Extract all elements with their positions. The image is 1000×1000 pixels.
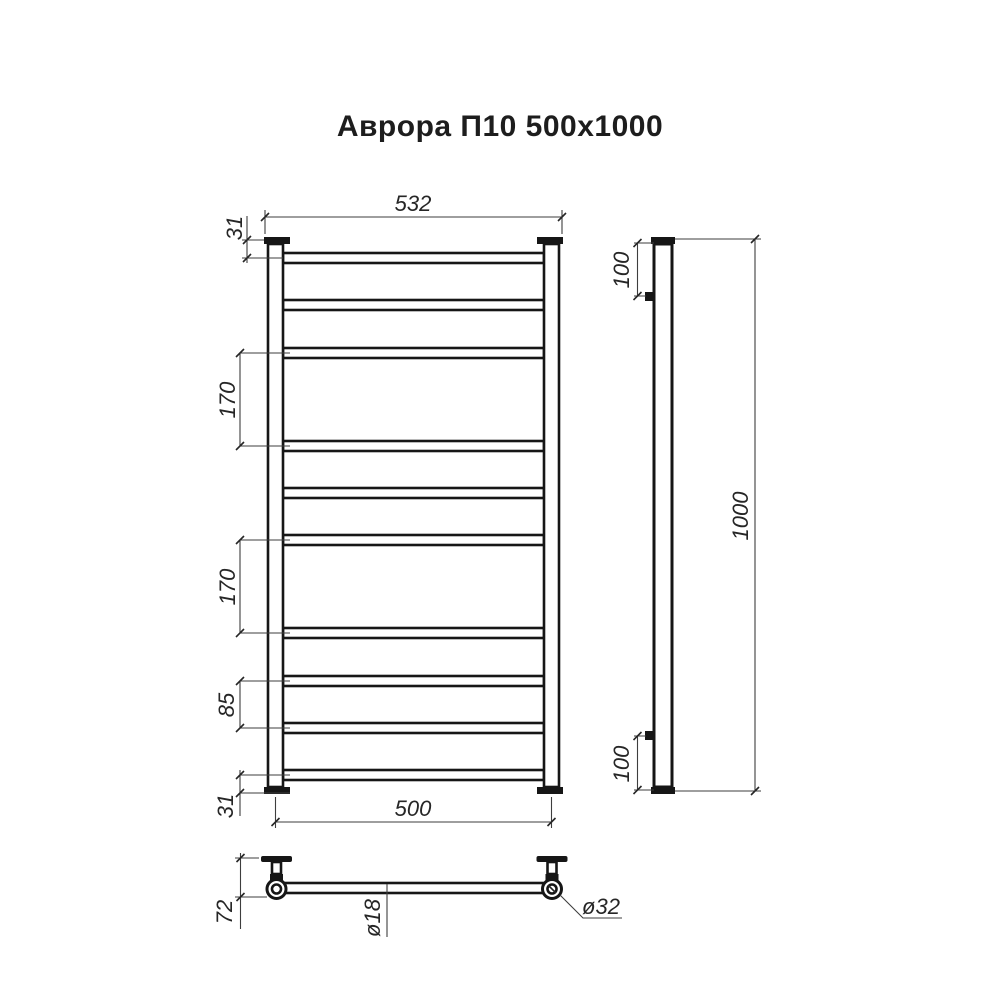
right-post: [544, 244, 559, 787]
rung: [283, 441, 544, 451]
rung-tube: [277, 883, 552, 893]
post-cap: [264, 237, 290, 244]
wall-bracket: [645, 731, 654, 740]
rung: [283, 676, 544, 686]
left-post: [268, 244, 283, 787]
dim-wall-distance-label: 72: [212, 899, 237, 925]
bracket-stem: [272, 862, 281, 874]
dim-wall-distance-lines: [235, 853, 267, 929]
wall-bracket: [645, 292, 654, 301]
bracket-stem: [548, 862, 557, 874]
dim-spacing-middle-label: 170: [215, 568, 240, 606]
post-cap: [651, 237, 675, 244]
dim-bottom-bracket-label: 100: [609, 745, 634, 783]
dim-top-bracket-lines: [634, 243, 654, 296]
dim-top-bracket-label: 100: [609, 251, 634, 289]
rung: [283, 348, 544, 358]
dim-bottom-offset-label: 31: [213, 793, 238, 819]
post-cap: [537, 237, 563, 244]
dim-top-offset-label: 31: [222, 215, 247, 241]
dim-spacing-lower-label: 85: [214, 692, 239, 718]
side-view: [645, 237, 675, 794]
rung: [283, 300, 544, 310]
dim-overall-width-label: 532: [394, 191, 432, 216]
rung: [283, 253, 544, 263]
side-post: [654, 244, 672, 787]
rung: [283, 488, 544, 498]
side-view-dimensions: [609, 235, 761, 795]
rung: [283, 535, 544, 545]
bottom-view: [261, 856, 568, 899]
rung: [283, 723, 544, 733]
post-cap: [537, 787, 563, 794]
dim-mount-width-label: 500: [394, 796, 432, 821]
post-section-inner: [272, 885, 281, 894]
dim-rung-diameter-label: ø18: [360, 899, 385, 937]
post-cap: [651, 787, 675, 794]
front-view: [264, 237, 563, 794]
dim-bottom-bracket-lines: [634, 736, 654, 790]
rung: [283, 770, 544, 780]
rungs: [283, 253, 544, 780]
dim-height-label: 1000: [728, 491, 753, 541]
drawing-title: Аврора П10 500x1000: [336, 110, 664, 143]
dim-post-diameter-label: ø32: [582, 894, 620, 919]
dim-spacing-upper-label: 170: [215, 381, 240, 419]
rung: [283, 628, 544, 638]
